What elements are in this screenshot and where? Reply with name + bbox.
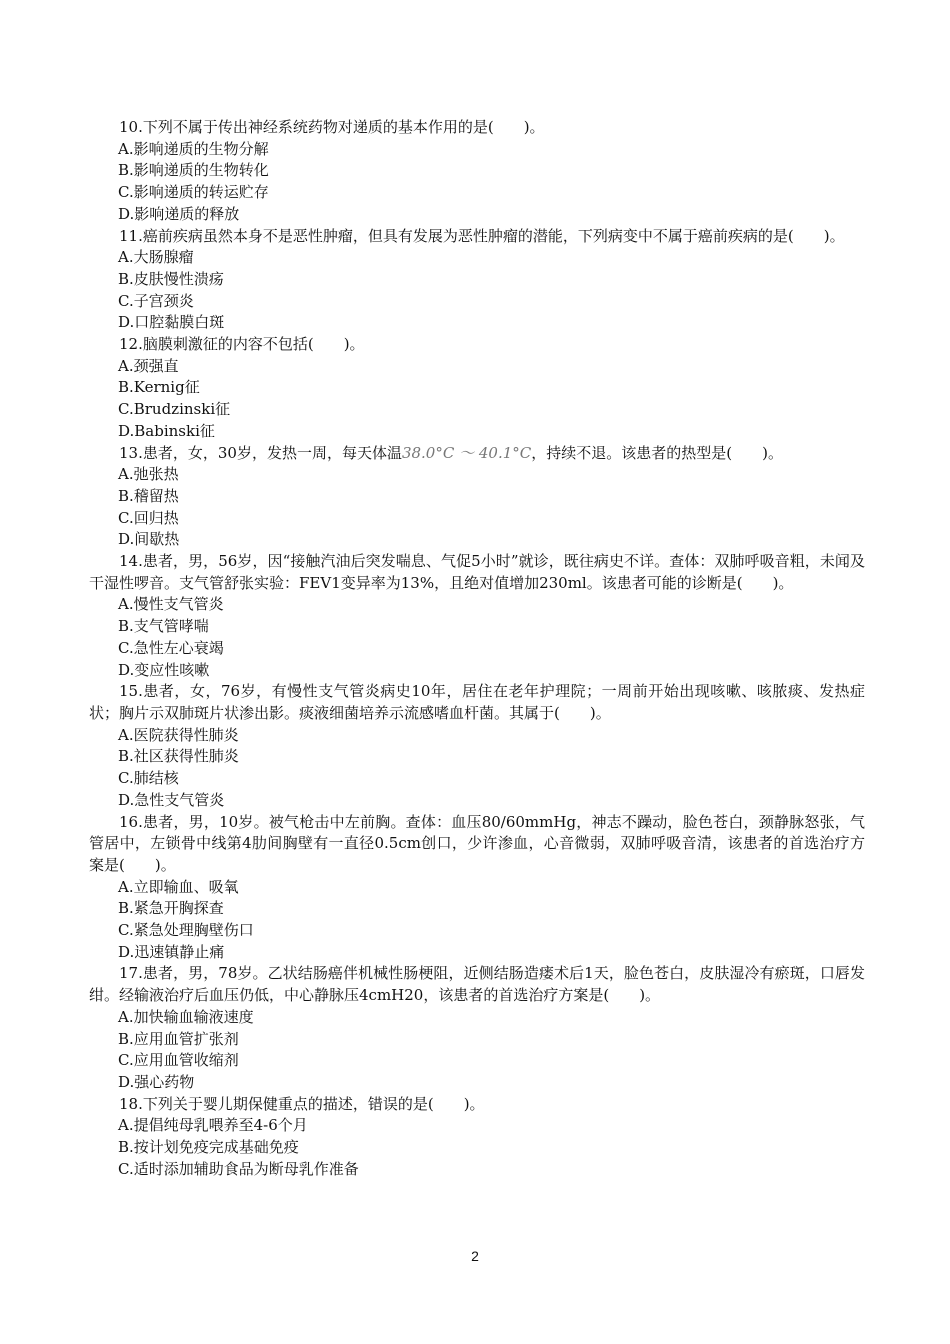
answer-option: B.Kernig征 (118, 378, 200, 397)
answer-option: C.急性左心衰竭 (118, 638, 224, 657)
question-stem: 12.脑膜刺激征的内容不包括( )。 (119, 335, 365, 354)
answer-option: C.回归热 (118, 508, 179, 527)
question-stem (89, 443, 865, 465)
question-list (89, 117, 865, 1180)
temperature-range-formula: 38.0°C ～ 40.1°C (401, 443, 532, 462)
answer-option: B.稽留热 (118, 486, 179, 505)
answer-option: C.紧急处理胸壁伤口 (118, 921, 254, 940)
answer-option: C.子宫颈炎 (118, 291, 194, 310)
question-stem: 15.患者，女，76岁，有慢性支气管炎病史10年，居住在老年护理院；一周前开始出现咳嗽、咳脓痰、发热症状；胸片示双肺斑片状渗出影。痰液细菌培养示流感嗜血杆菌。其属于( )。 (89, 682, 865, 722)
answer-option: C.肺结核 (118, 769, 179, 788)
answer-option: B.应用血管扩张剂 (118, 1029, 239, 1048)
answer-option: D.口腔黏膜白斑 (118, 313, 225, 332)
answer-option: A.提倡纯母乳喂养至4-6个月 (118, 1116, 308, 1135)
answer-option: A.立即输血、吸氧 (118, 877, 239, 896)
answer-option: D.迅速镇静止痛 (118, 942, 225, 961)
answer-option: D.变应性咳嗽 (118, 660, 210, 679)
answer-option: D.Babinski征 (118, 421, 215, 440)
answer-option: C.影响递质的转运贮存 (118, 183, 269, 202)
answer-option: C.应用血管收缩剂 (118, 1051, 239, 1070)
question-stem: 11.癌前疾病虽然本身不是恶性肿瘤，但具有发展为恶性肿瘤的潜能，下列病变中不属于癌前疾病的是( )。 (119, 226, 845, 245)
answer-option: D.急性支气管炎 (118, 790, 225, 809)
answer-option: B.影响递质的生物转化 (118, 161, 269, 180)
answer-option: B.皮肤慢性溃疡 (118, 269, 224, 288)
page-number: 2 (471, 1248, 479, 1264)
answer-option: A.加快输血输液速度 (118, 1007, 254, 1026)
question-stem-text: ，持续不退。该患者的热型是( )。 (531, 443, 783, 462)
answer-option: A.影响递质的生物分解 (118, 139, 269, 158)
answer-option: D.影响递质的释放 (118, 204, 240, 223)
question-stem: 14.患者，男，56岁，因“接触汽油后突发喘息、气促5小时”就诊，既往病史不详。查体：双肺呼吸音粗，未闻及干湿性啰音。支气管舒张实验：FEV1变异率为13%，且绝对值增加230ml。该患者可能的诊断是( )。 (89, 552, 865, 592)
answer-option: B.社区获得性肺炎 (118, 747, 239, 766)
answer-option: B.支气管哮喘 (118, 617, 209, 636)
answer-option: B.按计划免疫完成基础免疫 (118, 1138, 299, 1157)
answer-option: D.间歇热 (118, 530, 180, 549)
answer-option: B.紧急开胸探查 (118, 899, 224, 918)
answer-option: A.弛张热 (118, 465, 179, 484)
answer-option: D.强心药物 (118, 1072, 195, 1091)
question-stem: 18.下列关于婴儿期保健重点的描述，错误的是( )。 (119, 1094, 485, 1113)
question-stem-text: 13.患者，女，30岁，发热一周，每天体温 (119, 443, 402, 462)
question-stem: 17.患者，男，78岁。乙状结肠癌伴机械性肠梗阻，近侧结肠造瘘术后1天，脸色苍白，皮肤湿冷有瘀斑，口唇发绀。经输液治疗后血压仍低，中心静脉压4cmH20，该患者的首选治疗方案是( )。 (89, 964, 865, 1005)
answer-option: C.Brudzinski征 (118, 400, 231, 419)
question-stem: 10.下列不属于传出神经系统药物对递质的基本作用的是( )。 (119, 118, 545, 136)
answer-option: A.医院获得性肺炎 (118, 725, 239, 744)
answer-option: A.慢性支气管炎 (118, 595, 224, 614)
answer-option: A.大肠腺瘤 (118, 248, 194, 267)
question-stem: 16.患者，男，10岁。被气枪击中左前胸。查体：血压80/60mmHg，神志不躁动，脸色苍白，颈静脉怒张，气管居中，左锁骨中线第4肋间胸壁有一直径0.5cm创口，少许渗血，心音微弱，双肺呼吸音清，该患者的首选治疗方案是( )。 (89, 812, 865, 874)
answer-option: A.颈强直 (118, 356, 179, 375)
answer-option: C.适时添加辅助食品为断母乳作准备 (118, 1159, 359, 1178)
